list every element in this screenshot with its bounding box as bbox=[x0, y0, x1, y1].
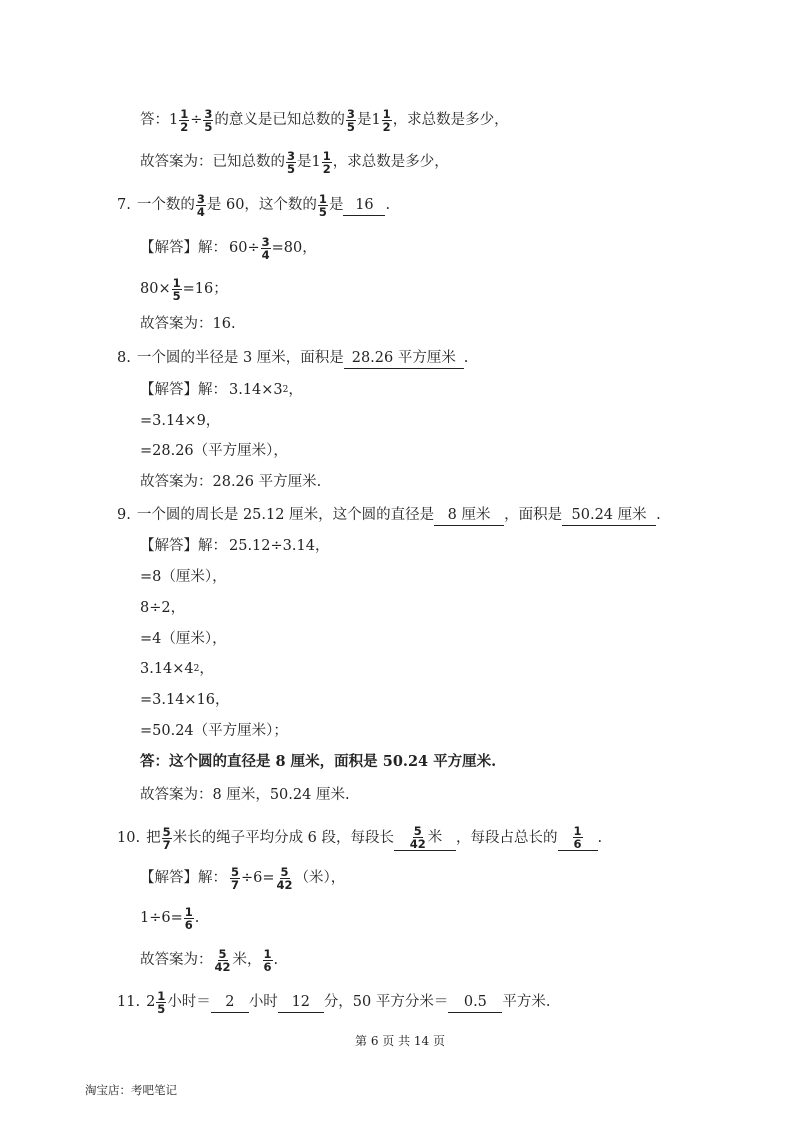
mixed-number: 2 $\frac{1}{5}$ bbox=[146, 988, 166, 1016]
q9-solution-line-2: =8（厘米）， bbox=[140, 569, 227, 585]
answer-blank: 16 bbox=[343, 195, 385, 216]
q9-solution-line-3: 8÷2， bbox=[140, 600, 186, 616]
fraction: $\frac{3}{5}$ bbox=[287, 148, 296, 176]
answer-blank: 8 厘米 bbox=[434, 505, 504, 526]
solution-tag: 【解答】解： bbox=[140, 382, 227, 398]
fraction: $\frac{1}{6}$ bbox=[573, 824, 582, 851]
fraction: $\frac{1}{5}$ bbox=[318, 191, 327, 219]
q10-solution-line-2: 1÷6= $\frac{1}{6}$ . bbox=[140, 904, 200, 932]
fraction: $\frac{3}{4}$ bbox=[196, 191, 205, 219]
fraction: $\frac{5}{7}$ bbox=[231, 864, 240, 892]
q8-solution-line-1: 【解答】解： 3.14×3 2 ， bbox=[140, 378, 303, 402]
fraction: $\frac{1}{5}$ bbox=[157, 988, 166, 1016]
q10-answer: 故答案为： $\frac{5}{42}$ 米， $\frac{1}{6}$ . bbox=[140, 946, 279, 974]
answer-blank: 12 bbox=[278, 992, 324, 1013]
fraction: $\frac{1}{6}$ bbox=[263, 946, 272, 974]
answer-blank: 50.24 厘米 bbox=[562, 505, 656, 526]
page-number: 第 6 页 共 14 页 bbox=[355, 1034, 445, 1048]
question-number: 8. bbox=[117, 350, 131, 366]
q10-solution-line-1: 【解答】解： $\frac{5}{7}$ ÷6= $\frac{5}{42}$ （米）， bbox=[140, 864, 346, 892]
fraction: $\frac{5}{7}$ bbox=[162, 824, 171, 852]
answer-blank bbox=[558, 825, 598, 851]
fraction: $\frac{3}{4}$ bbox=[261, 234, 270, 262]
question-number: 9. bbox=[117, 507, 131, 523]
q9-solution-line-4: =4（厘米）， bbox=[140, 631, 227, 647]
q9-reply: 答：这个圆的直径是 8 厘米，面积是 50.24 平方厘米. bbox=[140, 753, 497, 770]
fraction: $\frac{1}{2}$ bbox=[322, 148, 331, 176]
fraction: $\frac{1}{5}$ bbox=[172, 275, 181, 303]
fraction: $\frac{5}{42}$ bbox=[276, 864, 293, 892]
answer-blank: 28.26 平方厘米 bbox=[344, 348, 464, 369]
mixed-number: 1 $\frac{1}{2}$ bbox=[371, 106, 391, 134]
shop-label: 淘宝店：考吧笔记 bbox=[85, 1083, 177, 1097]
q7-answer: 故答案为：16. bbox=[140, 316, 236, 332]
fraction: $\frac{3}{5}$ bbox=[346, 106, 355, 134]
solution-tag: 【解答】解： bbox=[140, 870, 227, 886]
question-10: 10. 把 $\frac{5}{7}$ 米长的绳子平均分成 6 段，每段长 $\frac{5}{42}$ 米 ，每段占总长的 $\frac{1}{6}$ . bbox=[117, 824, 603, 852]
fraction: $\frac{5}{42}$ bbox=[214, 946, 231, 974]
question-8: 8. 一个圆的半径是 3 厘米，面积是 28.26 平方厘米 . bbox=[117, 346, 468, 370]
fraction: $\frac{5}{42}$ bbox=[409, 824, 426, 851]
q8-solution-line-2: =3.14×9， bbox=[140, 413, 221, 429]
q9-solution-line-1: 【解答】解： 25.12÷3.14， bbox=[140, 534, 329, 558]
fraction: $\frac{1}{2}$ bbox=[382, 106, 391, 134]
q9-solution-line-7: =50.24（平方厘米）； bbox=[140, 723, 288, 739]
question-7: 7. 一个数的 $\frac{3}{4}$ 是 60，这个数的 $\frac{1}{5}$ 是 16 . bbox=[117, 191, 391, 219]
q9-solution-line-6: =3.14×16， bbox=[140, 692, 230, 708]
mixed-number: 1 $\frac{1}{2}$ bbox=[311, 148, 331, 176]
answer-blank: 0.5 bbox=[448, 992, 502, 1013]
answer-prefix: 答： bbox=[140, 112, 169, 128]
mixed-number: 1 $\frac{1}{2}$ bbox=[169, 106, 189, 134]
fraction: $\frac{1}{6}$ bbox=[184, 904, 193, 932]
answer-blank: $\frac{5}{42}$ 米 bbox=[394, 825, 456, 851]
q8-answer: 故答案为：28.26 平方厘米. bbox=[140, 474, 322, 490]
question-number: 11. bbox=[117, 994, 141, 1010]
q7-solution-line-1: 【解答】解： 60÷ $\frac{3}{4}$ =80， bbox=[140, 234, 317, 262]
answer-blank: 2 bbox=[211, 992, 249, 1013]
fraction: $\frac{3}{5}$ bbox=[204, 106, 213, 134]
solution-tag: 【解答】解： bbox=[140, 240, 227, 256]
q6-final-answer: 故答案为：已知总数的 $\frac{3}{5}$ 是 1 $\frac{1}{2}$ ，求总数是多少， bbox=[140, 148, 449, 176]
q7-solution-line-2: 80× $\frac{1}{5}$ =16； bbox=[140, 275, 228, 303]
fraction: $\frac{1}{2}$ bbox=[180, 106, 189, 134]
question-9: 9. 一个圆的周长是 25.12 厘米，这个圆的直径是 8 厘米 ，面积是 50.24 厘米 . bbox=[117, 503, 661, 527]
q8-solution-line-3: =28.26（平方厘米）， bbox=[140, 443, 288, 459]
question-11: 11. 2 $\frac{1}{5}$ 小时＝ 2 小时 12 分，50 平方分米＝ 0.5 平方米. bbox=[117, 988, 551, 1016]
question-number: 10. bbox=[117, 830, 141, 846]
q9-answer: 故答案为：8 厘米，50.24 厘米. bbox=[140, 787, 350, 803]
solution-tag: 【解答】解： bbox=[140, 538, 227, 554]
question-number: 7. bbox=[117, 197, 131, 213]
q6-answer-line: 答： 1 $\frac{1}{2}$ ÷ $\frac{3}{5}$ 的意义是已知总数的 $\frac{3}{5}$ 是 1 $\frac{1}{2}$ ，求总数是多少， bbox=[140, 106, 509, 134]
q9-solution-line-5: 3.14×4 2 ， bbox=[140, 661, 214, 677]
